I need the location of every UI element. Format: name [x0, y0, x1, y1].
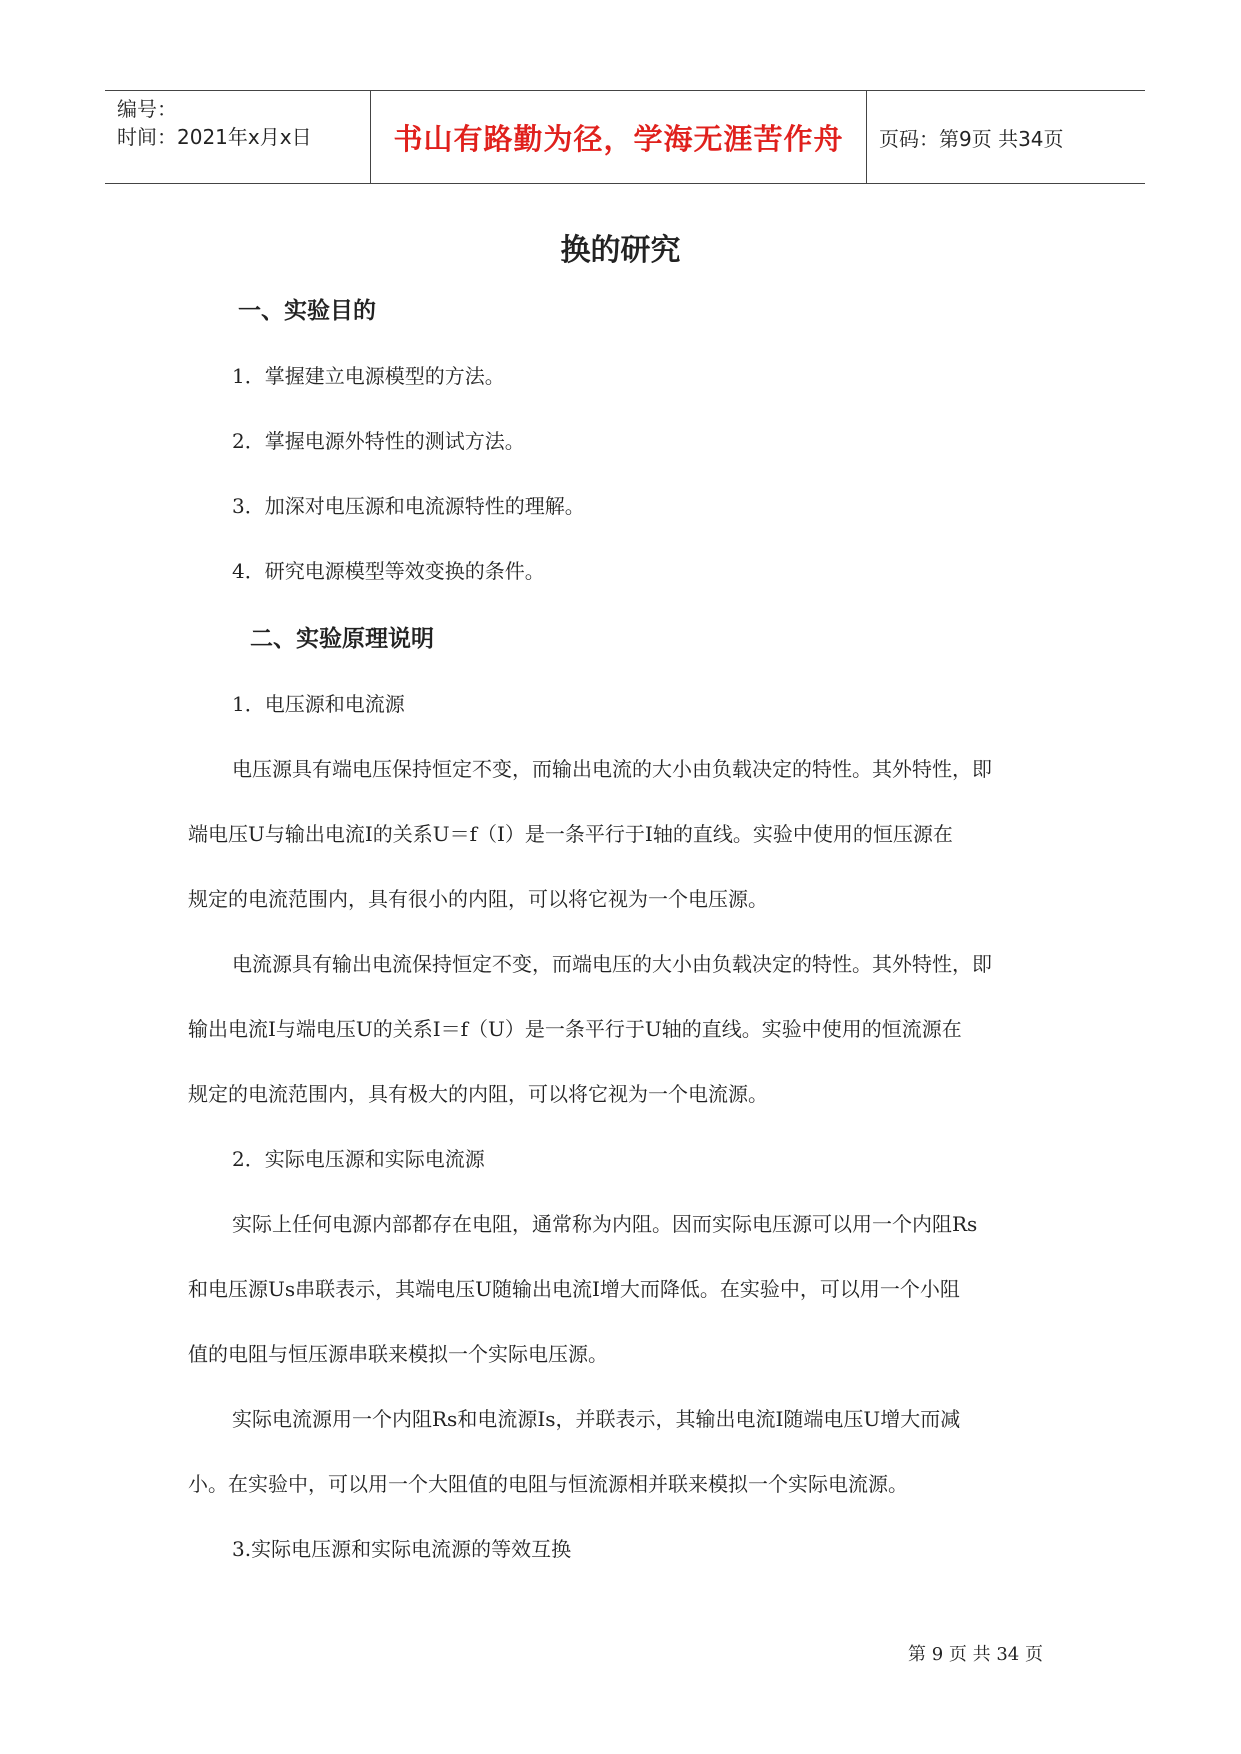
list-item: 4．研究电源模型等效变换的条件。 — [232, 559, 545, 583]
number-label: 编号： — [117, 97, 177, 121]
time-label: 时间：2021年x月x日 — [117, 125, 312, 149]
paragraph-line: 实际电流源用一个内阻Rs和电流源Is，并联表示，其输出电流I随端电压U增大而减 — [232, 1407, 961, 1431]
paragraph-line: 端电压U与输出电流I的关系U＝f（I）是一条平行于I轴的直线。实验中使用的恒压源在 — [188, 822, 953, 846]
subsection-heading: 2．实际电压源和实际电流源 — [232, 1147, 485, 1171]
paragraph-line: 值的电阻与恒压源串联来模拟一个实际电压源。 — [188, 1342, 608, 1366]
header-motto-cell — [371, 91, 867, 183]
header-table — [105, 90, 1145, 184]
list-item: 3．加深对电压源和电流源特性的理解。 — [232, 494, 585, 518]
paragraph-line: 输出电流I与端电压U的关系I＝f（U）是一条平行于U轴的直线。实验中使用的恒流源在 — [188, 1017, 962, 1041]
section-heading: 二、实验原理说明 — [250, 626, 434, 652]
subsection-heading: 3.实际电压源和实际电流源的等效互换 — [232, 1537, 572, 1561]
paragraph-line: 规定的电流范围内，具有极大的内阻，可以将它视为一个电流源。 — [188, 1082, 768, 1106]
page-footer: 第 9 页 共 34 页 — [908, 1644, 1043, 1665]
paragraph-line: 实际上任何电源内部都存在电阻，通常称为内阻。因而实际电压源可以用一个内阻Rs — [232, 1212, 978, 1236]
paragraph-line: 电压源具有端电压保持恒定不变，而输出电流的大小由负载决定的特性。其外特性，即 — [232, 757, 992, 781]
motto: 书山有路勤为径，学海无涯苦作舟 — [393, 121, 844, 156]
page-title: 换的研究 — [560, 233, 681, 268]
paragraph-line: 规定的电流范围内，具有很小的内阻，可以将它视为一个电压源。 — [188, 887, 768, 911]
list-item: 1．掌握建立电源模型的方法。 — [232, 364, 505, 388]
paragraph-line: 小。在实验中，可以用一个大阻值的电阻与恒流源相并联来模拟一个实际电流源。 — [188, 1472, 908, 1496]
header-page-cell — [867, 91, 1145, 183]
paragraph-line: 和电压源Us串联表示，其端电压U随输出电流I增大而降低。在实验中，可以用一个小阻 — [188, 1277, 960, 1301]
paragraph-line: 电流源具有输出电流保持恒定不变，而端电压的大小由负载决定的特性。其外特性，即 — [232, 952, 992, 976]
subsection-heading: 1．电压源和电流源 — [232, 692, 405, 716]
list-item: 2．掌握电源外特性的测试方法。 — [232, 429, 525, 453]
header-info-cell — [105, 91, 371, 183]
page-label: 页码：第9页 共34页 — [879, 126, 1064, 151]
section-heading: 一、实验目的 — [238, 298, 376, 324]
